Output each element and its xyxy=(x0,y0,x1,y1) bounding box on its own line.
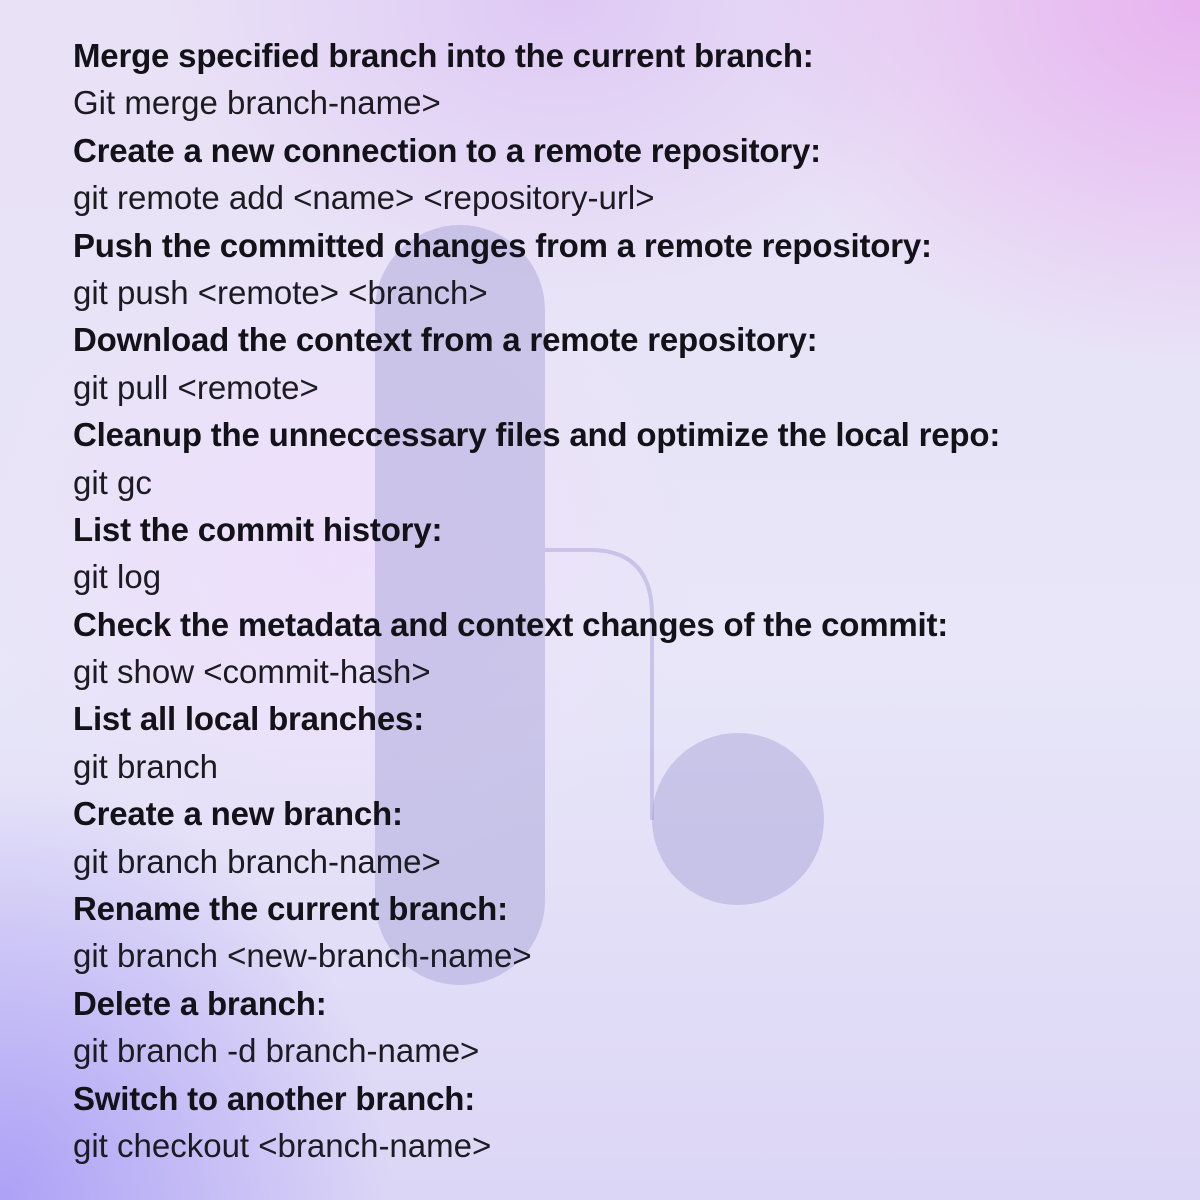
command-pull: git pull <remote> xyxy=(73,368,319,406)
command-create-branch: git branch branch-name> xyxy=(73,842,441,880)
description-gc: Cleanup the unneccessary files and optimize the local repo: xyxy=(73,416,1001,454)
command-merge: Git merge branch-name> xyxy=(73,84,441,122)
description-remote-add: Create a new connection to a remote repository: xyxy=(73,131,821,169)
command-list-branches: git branch xyxy=(73,747,218,785)
description-pull: Download the context from a remote repository: xyxy=(73,321,818,359)
description-delete-branch: Delete a branch: xyxy=(73,984,327,1022)
command-push: git push <remote> <branch> xyxy=(73,273,488,311)
command-log: git log xyxy=(73,558,162,596)
command-gc: git gc xyxy=(73,463,152,501)
command-checkout: git checkout <branch-name> xyxy=(73,1126,492,1164)
description-merge: Merge specified branch into the current branch: xyxy=(73,37,814,74)
description-rename-branch: Rename the current branch: xyxy=(73,890,508,928)
description-checkout: Switch to another branch: xyxy=(73,1079,476,1117)
description-show: Check the metadata and context changes of the commit: xyxy=(73,605,949,643)
description-create-branch: Create a new branch: xyxy=(73,795,403,833)
command-show: git show <commit-hash> xyxy=(73,653,431,691)
description-push: Push the committed changes from a remote repository: xyxy=(73,226,932,264)
description-log: List the commit history: xyxy=(73,510,443,548)
git-commands-list xyxy=(73,32,1173,1169)
command-delete-branch: git branch -d branch-name> xyxy=(73,1032,480,1070)
description-list-branches: List all local branches: xyxy=(73,700,424,738)
command-remote-add: git remote add <name> <repository-url> xyxy=(73,179,655,217)
command-rename-branch: git branch <new-branch-name> xyxy=(73,937,532,975)
